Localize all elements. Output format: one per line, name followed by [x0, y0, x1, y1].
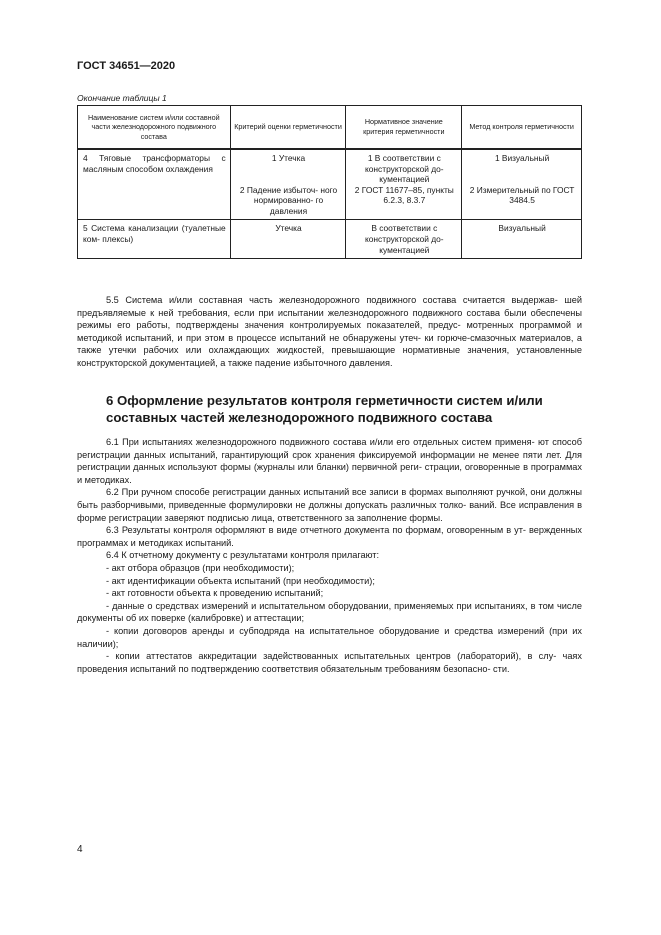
column-header-criteria: Критерий оценки герметичности	[230, 106, 346, 150]
criteria-item: 2 Падение избыточ- ного нормированно- го давления	[239, 184, 338, 216]
paragraph-5-5: 5.5 Система и/или составная часть железнодорожного подвижного состава считается выдержав- шей предъявляемые к ней требования, если при испытании железнодорожного подвижного состава были обеспечены режимы его работы, подтверждены значения контролируемых показателей, предус- мотренных программой и методикой испытаний, и при этом в процессе испытаний не обнаружены утеч- ки горюче-смазочных материалов, а также утечки рабочих или охлаждающих жидкостей, превышающие нормативные значения, установленные конструкторской документацией, а также падение избыточного давления.	[77, 295, 582, 368]
paragraph-6-4: 6.4 К отчетному документу с результатами контроля прилагают:	[106, 550, 380, 561]
standard-header: ГОСТ 34651—2020	[77, 60, 176, 72]
cell-criteria: Утечка	[230, 220, 346, 259]
list-item: - акт отбора образцов (при необходимости);	[106, 562, 295, 573]
method-item: 1 Визуальный	[494, 153, 550, 163]
method-item: 2 Измерительный по ГОСТ 3484.5	[469, 184, 575, 206]
spacer	[236, 164, 342, 185]
section-6-title: 6 Оформление результатов контроля герметичности систем и/или составных частей железнодорожного подвижного состава	[106, 393, 543, 425]
table-row	[78, 149, 582, 220]
norm-item: 2 ГОСТ 11677–85, пункты 6.2.3, 8.3.7	[354, 184, 454, 206]
cell-system: 4 Тяговые трансформаторы с масляным способом охлаждения	[78, 149, 231, 220]
requirements-table	[77, 105, 582, 259]
paragraph-6-2: 6.2 При ручном способе регистрации данных испытаний все записи в формах выполняют ручкой, они должны быть разборчивыми, приведенные формулировки не должны допускать различных толко- ваний. Все исправления в форме регистрации заверяют подписью лица, ответственного за заполнение формы.	[77, 487, 582, 523]
column-header-system: Наименование систем и/или составной части железнодорожного подвижного состава	[78, 106, 231, 150]
cell-method	[462, 149, 582, 220]
column-header-method: Метод контроля герметичности	[462, 106, 582, 150]
spacer	[467, 164, 577, 185]
table-header-row	[78, 106, 582, 150]
list-item: - данные о средствах измерений и испытательном оборудовании, применяемых при испытаниях, в том числе документы об их поверке (калибровке) и аттестации;	[77, 600, 582, 624]
section-6-body	[77, 436, 582, 675]
list-item: - копии аттестатов аккредитации задействованных испытательных центров (лабораторий), в слу- чаях проведения испытаний по подтверждению соответствия обязательным требованиям безопасно- сти.	[77, 651, 582, 674]
paragraph-6-3: 6.3 Результаты контроля оформляют в виде отчетного документа по формам, оговоренным в ут- вержденных программах и методиках испытаний.	[77, 525, 582, 548]
page-number: 4	[77, 844, 83, 855]
list-item: - копии договоров аренды и субподряда на испытательное оборудование и средства измерений (при их наличии);	[77, 625, 582, 649]
cell-norm: В соответствии с конструкторской до- кументацией	[346, 220, 462, 259]
table-caption: Окончание таблицы 1	[77, 93, 167, 103]
paragraph-6-1: 6.1 При испытаниях железнодорожного подвижного состава и/или его отдельных систем применя- ют способ регистрации данных испытаний, гарантирующий срок хранения фиксируемой информации не менее пяти лет. Для регистрации данных используют формы (журналы или бланки) первичной реги- страции, оговоренные в программах и методиках.	[77, 437, 582, 485]
cell-system: 5 Система канализации (туалетные ком- плексы)	[78, 220, 231, 259]
criteria-item: 1 Утечка	[271, 153, 306, 163]
norm-item: 1 В соответствии с конструкторской до- кументацией	[365, 153, 444, 185]
cell-method: Визуальный	[462, 220, 582, 259]
cell-criteria	[230, 149, 346, 220]
cell-norm	[346, 149, 462, 220]
column-header-norm: Нормативное значение критерия герметичности	[346, 106, 462, 150]
list-item: - акт идентификации объекта испытаний (при необходимости);	[106, 575, 375, 586]
table-row	[78, 220, 582, 259]
list-item: - акт готовности объекта к проведению испытаний;	[106, 588, 324, 599]
